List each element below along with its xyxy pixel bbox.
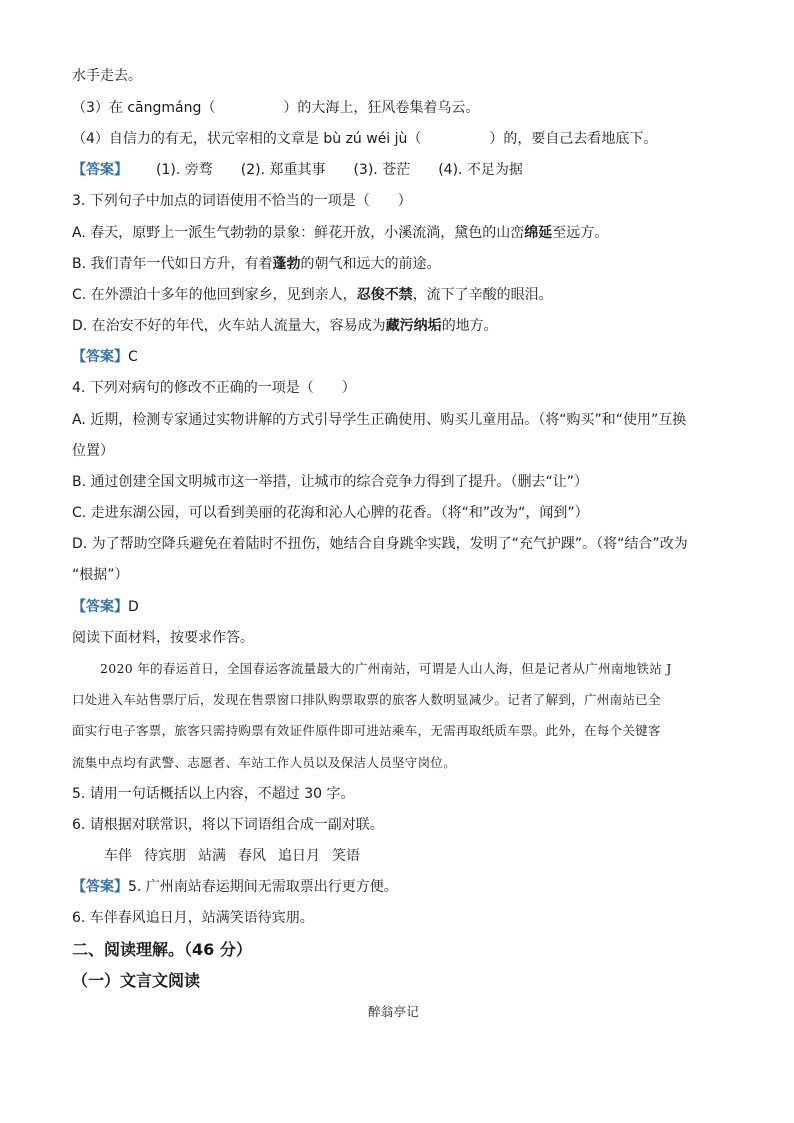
- q6-stem: 6. 请根据对联常识，将以下词语组合成一副对联。: [72, 817, 384, 833]
- passage-line-1: 2020 年的春运首日，全国春运客流量最大的广州南站，可谓是人山人海，但是记者从广州南地铁站 J: [100, 661, 672, 676]
- q3-option-d: D. 在治安不好的年代，火车站人流量大，容易成为藏污纳垢的地方。: [72, 318, 498, 334]
- section-heading: 二、阅读理解。（46 分）: [72, 940, 252, 959]
- q2-answer-1: (1). 旁骛: [156, 162, 213, 178]
- q2-answer-4: (4). 不足为据: [438, 162, 523, 178]
- q4-answer: [72, 597, 139, 617]
- q4-answer-value: D: [128, 599, 139, 615]
- q2-tail: 水手走去。: [72, 68, 142, 84]
- q2-item-4: [72, 129, 657, 149]
- q4-option-a-line1: A. 近期，检测专家通过实物讲解的方式引导学生正确使用、购买儿童用品。（将“购买”和“使用”互换: [72, 412, 687, 428]
- dotted-word-b: 蓬勃: [272, 256, 301, 272]
- q4-option-a-line2: 位置）: [72, 443, 114, 459]
- q2-4-pre: （4）自信力的有无，状元宰相的文章是 bù zú wéi jù（: [72, 131, 422, 147]
- answer-label: 【答案】: [72, 879, 128, 895]
- q6-word: 站满: [198, 848, 226, 864]
- q3-option-b: B. 我们青年一代如日方升，有着蓬勃的朝气和远大的前途。: [72, 256, 441, 272]
- essay-title: 醉翁亭记: [368, 1004, 420, 1019]
- q6-word: 笑语: [332, 848, 360, 864]
- q6-word: 车伴: [104, 848, 132, 864]
- q5-q6-answer: [72, 877, 398, 897]
- q2-answer: [72, 160, 523, 180]
- q6-word: 待宾朋: [144, 848, 186, 864]
- q2-answer-2: (2). 郑重其事: [240, 162, 326, 178]
- answer-label: 【答案】: [72, 162, 128, 178]
- q5-stem: 5. 请用一句话概括以上内容，不超过 30 字。: [72, 786, 355, 802]
- q3-option-c: C. 在外漂泊十多年的他回到家乡，见到亲人，忍俊不禁，流下了辛酸的眼泪。: [72, 287, 553, 303]
- q6-word: 追日月: [278, 848, 320, 864]
- q4-stem: 4. 下列对病句的修改不正确的一项是（ ）: [72, 380, 356, 396]
- q2-3-pre: （3）在 cāngmáng（: [72, 100, 216, 116]
- q4-option-c: C. 走进东湖公园，可以看到美丽的花海和沁人心脾的花香。（将“和”改为“，闻到”）: [72, 505, 589, 521]
- dotted-word-c: 忍俊不禁: [356, 287, 413, 303]
- passage-line-2: 口处进入车站售票厅后，发现在售票窗口排队购票取票的旅客人数明显减少。记者了解到，广州南站已全: [72, 692, 661, 707]
- q2-4-post: ）的，要自己去看地底下。: [489, 131, 658, 147]
- answer-label: 【答案】: [72, 599, 128, 615]
- q4-option-d-line1: D. 为了帮助空降兵避免在着陆时不扭伤，她结合自身跳伞实践，发明了“充气护踝”。（将“结合”改为: [72, 536, 688, 552]
- q6-answer: 6. 车伴春风追日月，站满笑语待宾朋。: [72, 910, 314, 926]
- q6-word: 春风: [238, 848, 266, 864]
- q3-answer-value: C: [128, 349, 138, 365]
- q2-item-3: [72, 98, 479, 118]
- q2-answer-3: (3). 苍茫: [353, 162, 411, 178]
- q5-answer: 5. 广州南站春运期间无需取票出行更方便。: [128, 879, 398, 895]
- answer-label: 【答案】: [72, 349, 128, 365]
- dotted-word-d: 藏污纳垢: [385, 318, 442, 334]
- passage-line-4: 流集中点均有武警、志愿者、车站工作人员以及保洁人员坚守岗位。: [72, 755, 457, 770]
- q3-option-a: A. 春天，原野上一派生气勃勃的景象：鲜花开放，小溪流淌，黛色的山峦绵延至远方。: [72, 225, 609, 241]
- q4-option-d-line2: “根据”）: [72, 567, 129, 583]
- subsection-heading: （一）文言文阅读: [72, 971, 201, 990]
- q4-option-b: B. 通过创建全国文明城市这一举措，让城市的综合竞争力得到了提升。（删去“让”）: [72, 474, 589, 490]
- reading-intro: 阅读下面材料，按要求作答。: [72, 630, 254, 646]
- q3-answer: [72, 347, 138, 367]
- dotted-word-a: 绵延: [524, 225, 553, 241]
- q6-word-list: [104, 846, 372, 866]
- q3-stem: 3. 下列句子中加点的词语使用不恰当的一项是（ ）: [72, 193, 412, 209]
- q2-3-post: ）的大海上，狂风卷集着乌云。: [283, 100, 480, 116]
- passage-line-3: 面实行电子客票，旅客只需持购票有效证件原件即可进站乘车，无需再取纸质车票。此外，在每个关键客: [72, 723, 661, 738]
